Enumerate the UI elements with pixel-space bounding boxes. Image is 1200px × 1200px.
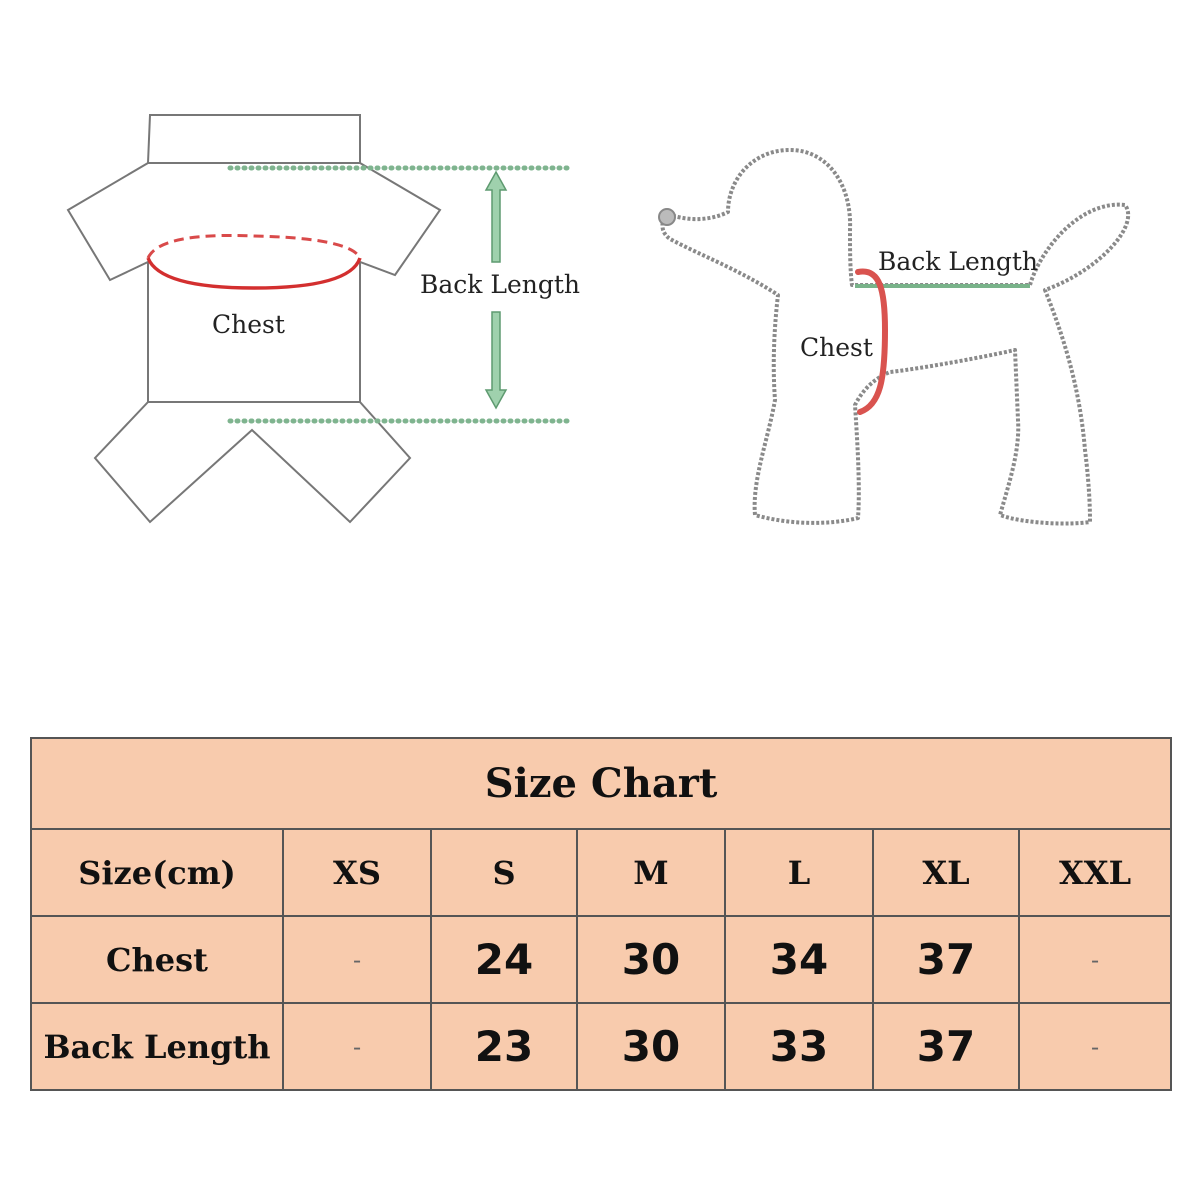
table-cell: 30 [577, 916, 725, 1003]
table-header-row [31, 829, 1171, 916]
table-cell: 34 [725, 916, 873, 1003]
header-cell: M [577, 829, 725, 916]
table-cell: - [1019, 1003, 1171, 1090]
size-chart-title: Size Chart [31, 738, 1171, 829]
header-cell: Size(cm) [31, 829, 283, 916]
row-label: Chest [31, 916, 283, 1003]
table-cell: 37 [873, 1003, 1019, 1090]
table-cell: - [283, 1003, 431, 1090]
shirt-chest-ring [148, 235, 360, 288]
dog-nose-icon [659, 209, 675, 225]
header-cell: XL [873, 829, 1019, 916]
header-cell: L [725, 829, 873, 916]
size-chart-table [30, 737, 1172, 1091]
header-cell: S [431, 829, 577, 916]
shirt-back-length-label: Back Length [420, 270, 581, 299]
table-cell: 33 [725, 1003, 873, 1090]
table-cell: - [1019, 916, 1171, 1003]
table-cell: 37 [873, 916, 1019, 1003]
table-cell: 30 [577, 1003, 725, 1090]
table-row [31, 1003, 1171, 1090]
table-cell: 23 [431, 1003, 577, 1090]
shirt-chest-label: Chest [212, 310, 285, 339]
table-cell: 24 [431, 916, 577, 1003]
row-label: Back Length [31, 1003, 283, 1090]
header-cell: XXL [1019, 829, 1171, 916]
dog-back-length-label: Back Length [878, 247, 1039, 276]
dog-outline [662, 150, 1128, 524]
header-cell: XS [283, 829, 431, 916]
dog-chest-label: Chest [800, 333, 873, 362]
table-row [31, 916, 1171, 1003]
table-cell: - [283, 916, 431, 1003]
